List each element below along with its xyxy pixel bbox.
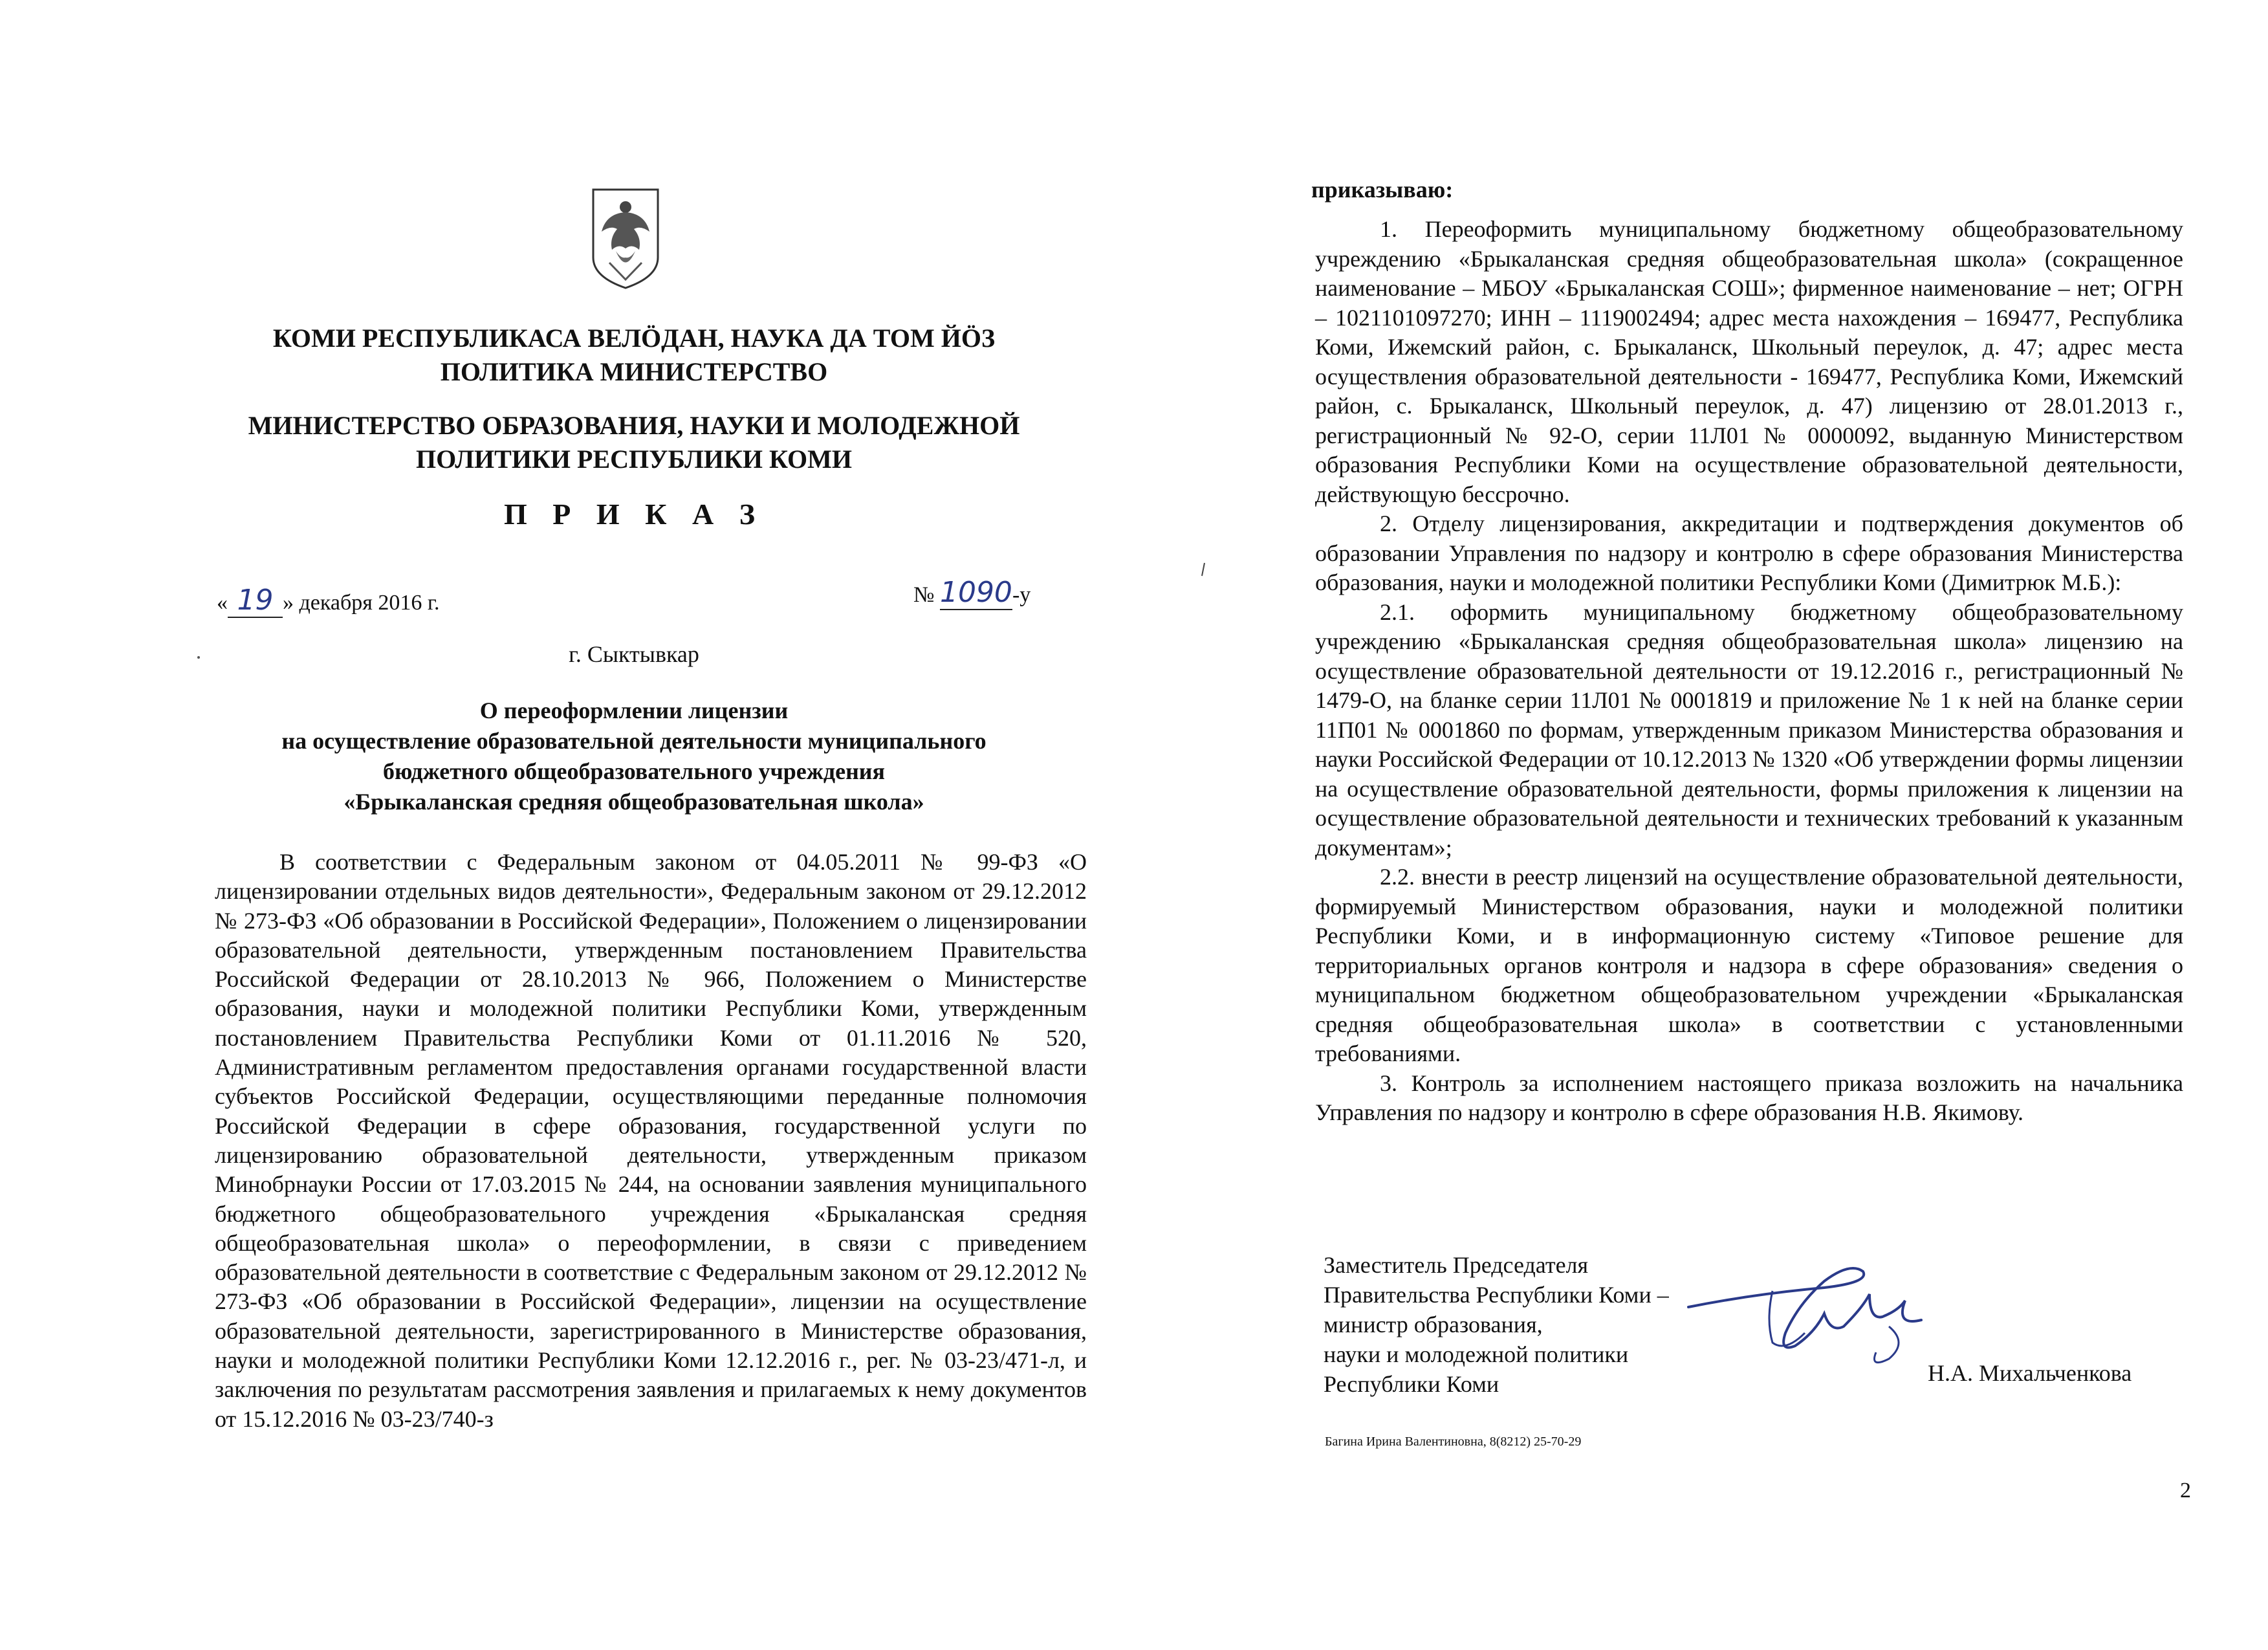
header-ministry-line-2: ПОЛИТИКИ РЕСПУБЛИКИ КОМИ	[415, 445, 852, 474]
signatory-title-line-5: Республики Коми	[1324, 1371, 1499, 1397]
signatory-title	[1324, 1250, 1669, 1399]
clause-2-1: 2.1. оформить муниципальному бюджетному общеобразовательному учреждению «Брыкаланская средняя общеобразовательная школа» лицензию на осуществление образовательной деятельности от 19.12.2016 г., регистрационный № 1479-О, на бланке серии 11Л01 № 0001819 и приложение № 1 к ней на бланке серии 11П01 № 0001860 по формам, утвержденным приказом Министерства образования и науки Российской Федерации от 10.12.2013 № 1320 «Об утверждении формы лицензии на осуществление образовательной деятельности, формы приложения к лицензии на осуществление образовательной деятельности и технических требований к указанным документам»;	[1315, 599, 2183, 861]
order-number	[913, 576, 1030, 610]
subject-line-2: на осуществление образовательной деятельности муниципального	[281, 728, 987, 754]
order-number-suffix: -у	[1012, 583, 1031, 607]
date-month-year: » декабря 2016 г.	[283, 591, 440, 615]
order-clauses	[1315, 215, 2183, 1128]
header-komi-line-2: ПОЛИТИКА МИНИСТЕРСТВО	[440, 357, 828, 386]
date-day-handwritten: 19	[228, 584, 283, 618]
signatory-title-line-3: министр образования,	[1324, 1312, 1543, 1337]
order-number-handwritten: 1090	[939, 576, 1012, 609]
handwritten-signature	[1675, 1255, 1934, 1404]
signatory-title-line-4: науки и молодежной политики	[1324, 1341, 1629, 1367]
komi-coat-of-arms-icon	[590, 186, 661, 291]
header-ministry	[213, 409, 1054, 476]
clause-3: 3. Контроль за исполнением настоящего приказа возложить на начальника Управления по надзору и контролю в сфере образования Н.В. Якимову.	[1315, 1070, 2183, 1125]
clause-2-2: 2.2. внести в реестр лицензий на осуществление образовательной деятельности, формируемый Министерством образования, науки и молодежной политики Республики Коми, и в информационную систему «Типовое решение для территориальных органов контроля и надзора в сфере образования» сведения о муниципальном бюджетном общеобразовательном учреждении «Брыкаланская средняя общеобразовательная школа» в соответствии с установленными требованиями.	[1315, 864, 2183, 1066]
order-directive-lead: приказываю:	[1311, 177, 1454, 203]
preamble-paragraph: В соответствии с Федеральным законом от 04.05.2011 № 99-ФЗ «О лицензировании отдельных видов деятельности», Федеральным законом от 29.12.2012 № 273-ФЗ «Об образовании в Российской Федерации», Положением о лицензировании образовательной деятельности, утвержденным постановлением Правительства Российской Федерации от 28.10.2013 № 966, Положением о Министерстве образования, науки и молодежной политики Республики Коми, утвержденным постановлением Правительства Республики Коми от 01.11.2016 № 520, Административным регламентом предоставления органами государственной власти субъектов Российской Федерации, осуществляющими переданные полномочия Российской Федерации в сфере образования, государственной услуги по лицензированию образовательной деятельности, утвержденным приказом Минобрнауки России от 17.03.2015 № 244, на основании заявления муниципального бюджетного общеобразовательного учреждения «Брыкаланская средняя общеобразовательная школа» о переоформлении, в связи с приведением образовательной деятельности в соответствие с Федеральным законом от 29.12.2012 № 273-ФЗ «Об образовании в Российской Федерации», лицензии на осуществление образовательной деятельности, зарегистрированного в Министерстве образования, науки и молодежной политики Республики Коми 12.12.2016 г., рег. № 03-23/471-л, и заключения по результатам рассмотрения заявления и прилагаемых к нему документов от 15.12.2016 № 03-23/740-з	[215, 849, 1087, 1432]
document-type: П Р И К А З	[503, 498, 764, 531]
scan-speck	[197, 656, 200, 659]
page-number: 2	[2180, 1479, 2191, 1502]
subject-line-1: О переоформлении лицензии	[479, 698, 789, 723]
header-komi-line-1: КОМИ РЕСПУБЛИКАСА ВЕЛӦДАН, НАУКА ДА ТОМ ЙӦЗ	[272, 324, 996, 353]
clause-1: 1. Переоформить муниципальному бюджетному общеобразовательному учреждению «Брыкаланская средняя общеобразовательная школа» (сокращенное наименование – МБОУ «Брыкаланская СОШ»; фирменное наименование – нет; ОГРН – 1021101097270; ИНН – 1119002494; адрес места нахождения – 169477, Республика Коми, Ижемский район, с. Брыкаланск, Школьный переулок, д. 47; адрес места осуществления образовательной деятельности - 169477, Республика Коми, Ижемский район, с. Брыкаланск, Школьный переулок, д. 47) лицензию от 28.01.2013 г., регистрационный № 92-О, серии 11Л01 № 0000092, выданную Министерством образования Республики Коми на осуществление образовательной деятельности, действующую бессрочно.	[1315, 216, 2183, 507]
order-subject	[213, 696, 1054, 817]
subject-line-3: бюджетного общеобразовательного учреждения	[382, 758, 886, 784]
signatory-title-line-2: Правительства Республики Коми –	[1324, 1282, 1669, 1308]
clause-2: 2. Отделу лицензирования, аккредитации и подтверждения документов об образовании Управления по надзору и контролю в сфере образования Министерства образования, науки и молодежной политики Республики Коми (Димитрюк М.Б.):	[1315, 511, 2183, 595]
header-ministry-line-1: МИНИСТЕРСТВО ОБРАЗОВАНИЯ, НАУКИ И МОЛОДЕЖНОЙ	[248, 411, 1020, 440]
order-date	[217, 584, 440, 618]
signer-name: Н.А. Михальченкова	[1928, 1360, 2132, 1386]
subject-line-4: «Брыкаланская средняя общеобразовательная школа»	[343, 789, 924, 815]
header-komi	[213, 322, 1054, 389]
executor-contact: Багина Ирина Валентиновна, 8(8212) 25-70-29	[1325, 1435, 1582, 1449]
city-line: г. Сыктывкар	[569, 641, 699, 667]
order-number-prefix: №	[913, 583, 940, 607]
signatory-title-line-1: Заместитель Председателя	[1324, 1252, 1589, 1278]
date-open-quote: «	[217, 591, 228, 615]
